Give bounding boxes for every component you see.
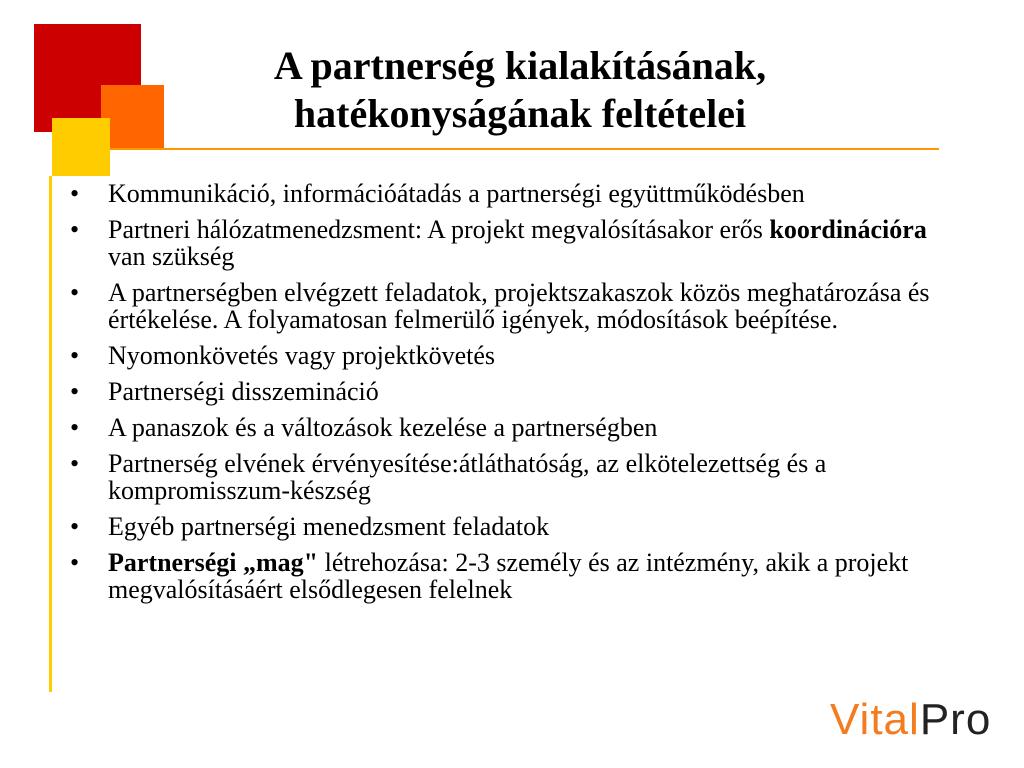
bullet-text: Kommunikáció, információátadás a partnerségi együttműködésben: [108, 179, 805, 208]
bullet-text: van szükség: [108, 242, 235, 271]
bullet-item: [62, 414, 962, 441]
bullet-dot: •: [70, 179, 80, 208]
slide-title-line-1: A partnerség kialakításának,: [273, 43, 767, 88]
bullet-text: Partnerség elvének érvényesítése:átláthatóság, az elkötelezettség és a kompromisszum-készség: [108, 449, 827, 505]
bullet-dot: •: [70, 449, 80, 478]
bullet-item: [62, 216, 962, 270]
bullet-dot: •: [70, 215, 80, 244]
bullet-dot: •: [70, 548, 80, 577]
bullet-text: Nyomonkövetés vagy projektkövetés: [108, 341, 496, 370]
bullet-text-bold: koordinációra: [769, 215, 927, 244]
logo-part-vital: Vital: [830, 695, 920, 744]
bullet-dot: •: [70, 512, 80, 541]
bullet-item: [62, 279, 962, 333]
bullet-text: Partneri hálózatmenedzsment: A projekt megvalósításakor erős: [108, 215, 770, 244]
bullet-text: létrehozása: 2-3 személy és az intézmény, akik a projekt megvalósításáért elsődlegesen felelnek: [108, 548, 909, 604]
bullet-dot: •: [70, 377, 80, 406]
slide-title-line-2: hatékonyságának feltételei: [293, 91, 747, 136]
bullet-dot: •: [70, 341, 80, 370]
bullet-list: [62, 180, 962, 612]
bullet-item: [62, 513, 962, 540]
title-underline: [110, 148, 939, 150]
bullet-item: [62, 450, 962, 504]
slide-title: [170, 42, 870, 138]
vitalpro-logo: [830, 696, 991, 744]
bullet-item: [62, 180, 962, 207]
bullet-dot: •: [70, 413, 80, 442]
bullet-text: Partnerségi disszemináció: [108, 377, 379, 406]
bullet-text-bold: Partnerségi „mag": [108, 548, 319, 577]
bullet-item: [62, 378, 962, 405]
bullet-text: A panaszok és a változások kezelése a partnerségben: [108, 413, 658, 442]
decor-yellow-square: [52, 118, 110, 176]
bullet-text: A partnerségben elvégzett feladatok, projektszakaszok közös meghatározása és értékelése. A folyamatosan felmerülő igények, módosítások beépítése.: [108, 278, 930, 334]
left-vertical-rule: [49, 176, 52, 692]
bullet-dot: •: [70, 278, 80, 307]
bullet-item: [62, 342, 962, 369]
bullet-text: Egyéb partnerségi menedzsment feladatok: [108, 512, 550, 541]
logo-part-pro: Pro: [919, 695, 992, 744]
bullet-item: [62, 549, 962, 603]
decor-orange-square: [101, 85, 164, 150]
